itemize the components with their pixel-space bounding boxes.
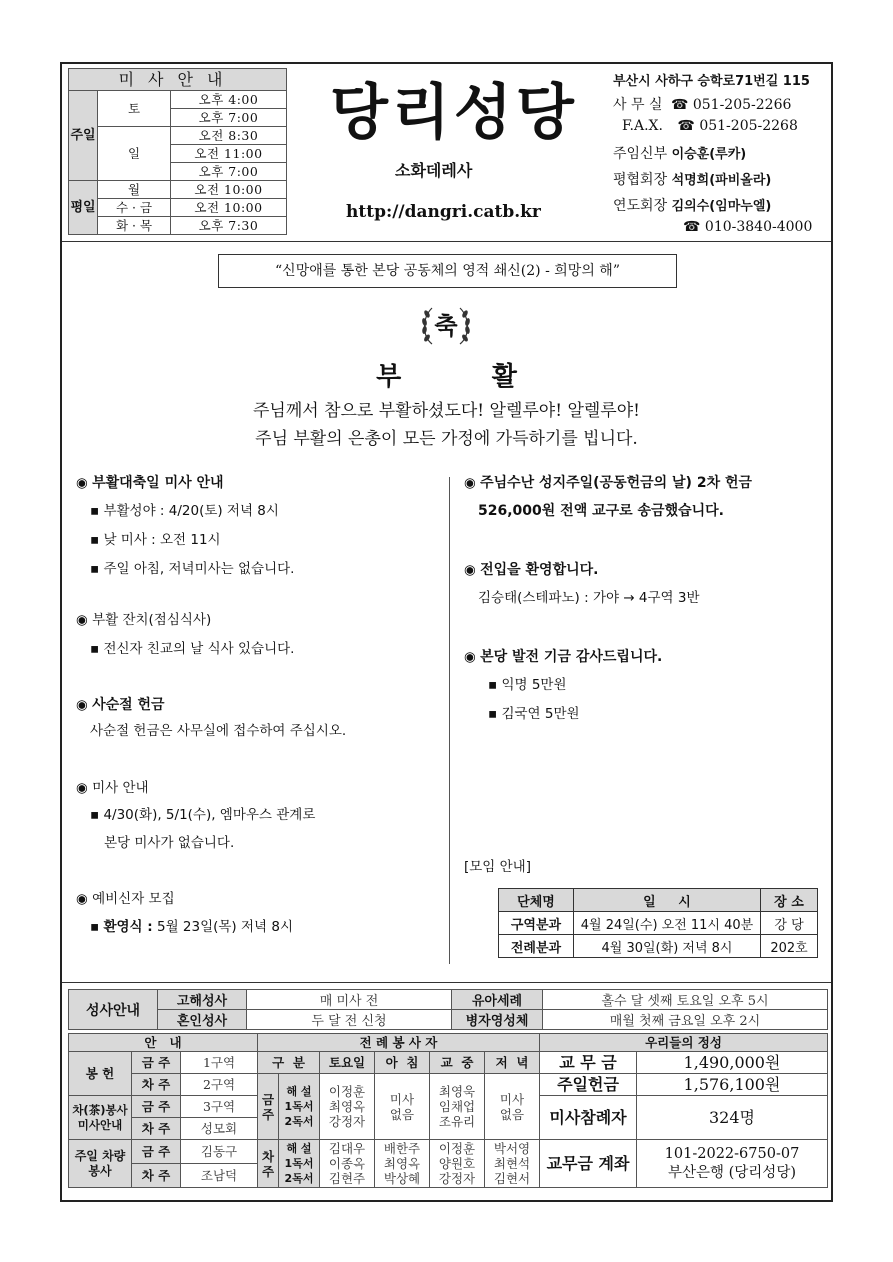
bullet-icon: ◉	[464, 562, 481, 578]
section-second-collection	[464, 473, 752, 521]
section-donations	[464, 647, 662, 724]
mass-header: 미사안내	[69, 69, 287, 91]
list-item: ▪ 익명 5만원	[488, 677, 567, 693]
section-title: 예비신자 모집	[92, 891, 175, 907]
sacraments-table	[68, 989, 828, 1030]
list-item: ▪ 4/30(화), 5/1(수), 엠마우스 관계로	[90, 807, 316, 823]
offering-value: 1,490,000원	[637, 1052, 828, 1074]
bullet-icon: ◉	[464, 475, 481, 491]
column-divider	[449, 477, 450, 964]
section-title: 주님수난 성지주일(공동헌금의 날) 2차 헌금	[480, 475, 753, 491]
fax-line	[622, 118, 798, 134]
table-row: 전례분과 4월 30일(화) 저녁 8시 202호	[499, 935, 818, 958]
day-sun: 일	[98, 127, 171, 181]
account-info: 101-2022-6750-07 부산은행 (당리성당)	[637, 1140, 828, 1188]
address: 부산시 사하구 승학로71번길 115	[613, 74, 810, 89]
day-mon: 월	[98, 181, 171, 199]
youth-name: 김의수(임마누엘)	[671, 199, 772, 214]
pastor-label: 주임신부	[613, 146, 668, 162]
guide-group: 봉 헌	[69, 1052, 132, 1096]
pastor-line	[613, 143, 746, 163]
feast-emblem-text: 축	[434, 312, 458, 340]
day-sat: 토	[98, 91, 171, 127]
offering-label: 교 무 금	[540, 1052, 637, 1074]
mass-time: 오전 11:00	[171, 145, 287, 163]
office-phone-line	[613, 94, 791, 114]
day-wed-fri: 수 · 금	[98, 199, 171, 217]
header-divider	[62, 241, 831, 242]
section-title: 부활 잔치(점심식사)	[92, 612, 212, 628]
bullet-icon: ◉	[76, 780, 93, 796]
table-row: 혼인성사 두 달 전 신청 병자영성체 매월 첫째 금요일 오후 2시	[69, 1010, 828, 1030]
bullet-icon: ◉	[76, 697, 93, 713]
section-title: 전입을 환영합니다.	[480, 562, 599, 578]
list-item: ▪ 환영식 : 5월 23일(목) 저녁 8시	[90, 919, 293, 935]
servers-header: 전 례 봉 사 자	[258, 1034, 540, 1052]
mass-time: 오후 7:30	[171, 217, 287, 235]
mass-time: 오전 8:30	[171, 127, 287, 145]
meeting-title: [모임 안내]	[464, 859, 531, 875]
offering-header: 우리들의 정성	[540, 1034, 828, 1052]
youth-phone: 010-3840-4000	[704, 219, 813, 235]
list-item: ▪ 전신자 친교의 날 식사 있습니다.	[90, 641, 295, 657]
feast-line-2: 주님 부활의 은총이 모든 가정에 가득하기를 빕니다.	[255, 429, 638, 449]
section-easter-mass	[76, 473, 294, 579]
mass-time: 오전 10:00	[171, 181, 287, 199]
section-title: 부활대축일 미사 안내	[92, 475, 224, 491]
mass-time: 오전 10:00	[171, 199, 287, 217]
section-title: 사순절 헌금	[92, 697, 165, 713]
council-label: 평협회장	[613, 172, 668, 188]
youth-line	[613, 195, 771, 215]
feast-title: 부 활	[376, 362, 517, 392]
section-catechumen	[76, 889, 293, 937]
bullet-icon: ◉	[76, 891, 93, 907]
feast-line-1: 주님께서 참으로 부활하셨도다! 알렐루야! 알렐루야!	[253, 401, 640, 421]
day-tue-thu: 화 · 목	[98, 217, 171, 235]
church-url[interactable]: http://dangri.catb.kr	[346, 202, 541, 222]
sunday-label: 주일	[69, 91, 98, 181]
youth-phone-line	[683, 219, 812, 235]
account-label: 교무금 계좌	[540, 1140, 637, 1188]
meeting-table	[498, 888, 818, 958]
office-phone: 051-205-2266	[692, 97, 792, 113]
council-line	[613, 169, 771, 189]
meeting-header: 단체명	[499, 889, 574, 912]
section-title-cont: 526,000원 전액 교구로 송금했습니다.	[478, 503, 724, 519]
table-row: 구역분과 4월 24일(수) 오전 11시 40분 강 당	[499, 912, 818, 935]
meeting-header: 일 시	[574, 889, 761, 912]
bullet-icon: ◉	[76, 612, 93, 628]
list-item: ▪ 낮 미사 : 오전 11시	[90, 532, 221, 548]
weekday-label: 평일	[69, 181, 98, 235]
list-item: ▪ 주일 아침, 저녁미사는 없습니다.	[90, 561, 295, 577]
mass-time: 오후 4:00	[171, 91, 287, 109]
council-name: 석명희(파비올라)	[671, 173, 772, 188]
list-item: ▪ 부활성야 : 4/20(토) 저녁 8시	[90, 503, 279, 519]
mass-time: 오후 7:00	[171, 163, 287, 181]
bullet-icon: ◉	[76, 475, 93, 491]
pastor-name: 이승훈(루카)	[671, 147, 747, 162]
fax-number: 051-205-2268	[699, 118, 798, 134]
next-week-label: 차주	[258, 1140, 279, 1188]
list-item-continued: 본당 미사가 없습니다.	[104, 835, 235, 851]
phone-icon: ☎	[670, 97, 689, 113]
phone-icon: ☎	[677, 118, 695, 134]
theme-box: “신망애를 통한 본당 공동체의 영적 쇄신(2) - 희망의 해”	[218, 254, 677, 288]
footer-divider	[62, 982, 831, 983]
sacraments-label: 성사안내	[69, 990, 158, 1030]
office-label: 사 무 실	[613, 97, 663, 113]
bullet-icon: ◉	[464, 649, 481, 665]
section-text: 사순절 헌금은 사무실에 접수하여 주십시오.	[90, 723, 347, 739]
table-row: 성사안내 고해성사 매 미사 전 유아세례 홀수 달 셋째 토요일 오후 5시	[69, 990, 828, 1010]
meeting-header: 장 소	[761, 889, 818, 912]
phone-icon: ☎	[683, 219, 701, 235]
section-text: 김승태(스테파노) : 가야 → 4구역 3반	[478, 590, 700, 606]
this-week-label: 금주	[258, 1074, 279, 1140]
guide-header: 안 내	[69, 1034, 258, 1052]
fax-label: F.A.X.	[622, 118, 663, 134]
bottom-table: 안 내 전 례 봉 사 자 우리들의 정성 봉 헌 금 주 1구역 구 분 토요일 아 침 교 중 저 녁 교 무 금 1,490,000원 차 주 2구역 금주 해 설 1독서 2독서 이정훈 최영옥 강정자 미사 없음 최영욱 임채업 조유리 미사 없음 주일헌금 1,576,100원 차(茶)봉사 미사안내 금 주 3구역 미사참례자 324명 차 주 성모회 주일 차량봉사 금 주 김동구 차주 해 설 1독서 2독서 김대우 이종옥 김현주 배한주 최영옥 박상혜 이정훈 양원호 강정자 박서영 최현석 김현서 교무금 계좌 101-2022-6750-07 부산은행 (당리성당) 차 주 조남덕	[68, 1033, 828, 1188]
list-item: ▪ 김국연 5만원	[488, 706, 580, 722]
section-title: 본당 발전 기금 감사드립니다.	[480, 649, 663, 665]
section-title: 미사 안내	[92, 780, 149, 796]
section-feast-meal	[76, 610, 294, 659]
server-head: 구 분	[258, 1052, 320, 1074]
section-welcome	[464, 560, 700, 608]
church-name: 당리성당	[330, 78, 578, 148]
section-lent-offering	[76, 695, 346, 741]
section-mass-notice	[76, 778, 315, 853]
mass-time: 오후 7:00	[171, 109, 287, 127]
youth-label: 연도회장	[613, 198, 668, 214]
mass-schedule-table	[68, 68, 287, 235]
roles-label: 해 설 1독서 2독서	[279, 1074, 320, 1140]
church-patron: 소화데레사	[395, 161, 473, 180]
